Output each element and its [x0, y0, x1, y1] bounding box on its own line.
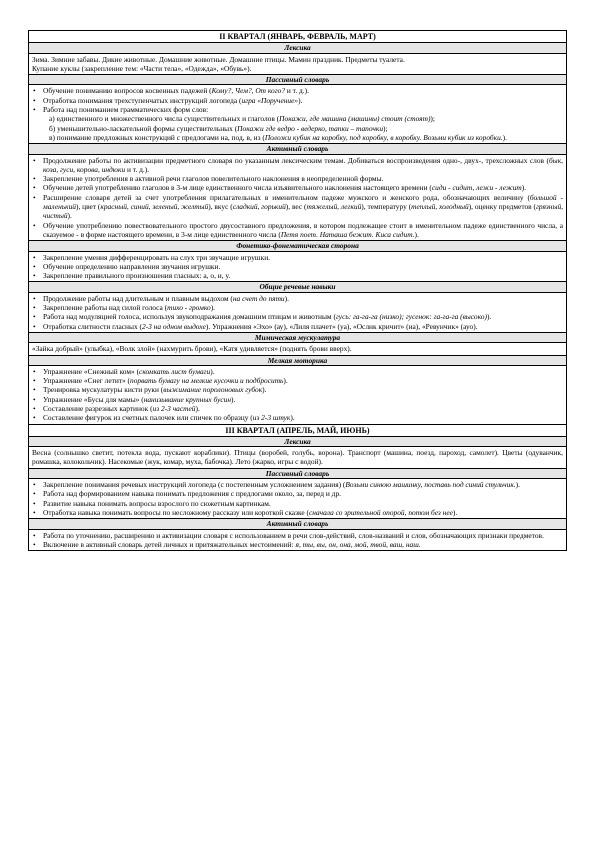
list-item: • Отработка слитности гласных (2-3 на одном выдохе). Упражнения «Эхо» (ау), «Лиля плачет» (уа), «Ослик кричит» (иа), «Ревунчик» (ауо).: [32, 322, 563, 331]
list-item: • Обучение определению направления звучания игрушки.: [32, 262, 563, 271]
q2-active-list: [29, 154, 567, 241]
quarter-2-title: II КВАРТАЛ (ЯНВАРЬ, ФЕВРАЛЬ, МАРТ): [29, 31, 567, 43]
q3-lexicon-heading: Лексика: [29, 436, 567, 446]
list-item: • Включение в активный словарь детей личных и притяжательных местоимений: я, ты, вы, он, она, мой, твой, ваш, наш.: [32, 540, 563, 549]
mimic-line: «Зайка добрый» (улыбка), «Волк злой» (нахмурить брови), «Катя удивляется» (поднять брови вверх).: [32, 344, 352, 354]
list-item: • Продолжение работы над длительным и плавным выдохом (на счет до пяти).: [32, 294, 563, 303]
q2-lexicon-line: Купание куклы (закрепление тем: «Части тела», «Одежда», «Обувь»).: [32, 63, 252, 73]
q2-phonetic-heading: Фонетико-фонематическая сторона: [29, 241, 567, 251]
list-item: • Обучение пониманию вопросов косвенных падежей (Кому?, Чем?, От кого? и т. д.).: [32, 86, 563, 95]
q2-passive-list: [29, 85, 567, 144]
sub-item: а) единственного и множественного числа существительных и глаголов (Покажи, где машина (машины) стоит (стоят));: [49, 114, 435, 124]
list-item: • Работа над пониманием грамматических форм слов:: [32, 105, 563, 114]
q2-lexicon-heading: Лексика: [29, 43, 567, 53]
list-item: • Упражнение «Снег летит» (порвать бумагу на мелкие кусочки и подбросить).: [32, 376, 563, 385]
q3-active-list: [29, 529, 567, 551]
list-item: • Работа по уточнению, расширению и активизации словаря с использованием в речи слов-действий, слов-названий и слов, обозначающих признаки предметов.: [32, 531, 563, 540]
list-item: • Обучение употреблению повествовательного простого двусоставного предложения, в котором подлежащее стоит в именительном падеже единственного числа, а сказуемое - в форме настоящего времени, в 3-м лице единственного числа (Петя поет. Наташа бежит. Киса сидит.).: [32, 221, 563, 240]
program-table: [28, 30, 567, 551]
q3-active-heading: Активный словарь: [29, 519, 567, 529]
q2-mimic-text: [29, 343, 567, 355]
list-item: • Упражнение «Снежный ком» (скомкать лист бумаги).: [32, 367, 563, 376]
list-item: • Развитие навыка понимать вопросы взрослого по сюжетным картинкам.: [32, 499, 563, 508]
list-item: • Закрепление работы над силой голоса (тихо - громко).: [32, 303, 563, 312]
q2-motor-heading: Мелкая моторика: [29, 355, 567, 365]
list-item: • Обучение детей употреблению глаголов в 3-м лице единственного числа изъявительного наклонения настоящего времени (сиди - сидит, лежи - лежит).: [32, 183, 563, 192]
q2-lexicon-line: Зима. Зимние забавы. Дикие животные. Домашние животные. Домашние птицы. Мамин праздник. Предметы туалета.: [32, 54, 405, 64]
q3-passive-heading: Пассивный словарь: [29, 468, 567, 478]
q3-lexicon-line: Весна (солнышко светит, потекла вода, пускают кораблики). Птицы (воробей, голубь, ворона). Транспорт (машина, поезд, пароход, самолет). Цветы (одуванчик, ромашка, колокольчик). Насекомые (жук, комар, муха, бабочка). Лето (жарко, игры с водой).: [32, 448, 563, 467]
q2-speech-list: [29, 292, 567, 332]
list-item: • Отработка понимания трехступенчатых инструкций логопеда (игра «Поручение»).: [32, 96, 563, 105]
list-item: • Расширение словаря детей за счет употребления прилагательных в именительном падеже мужского и женского рода, обозначающих величину (большой - маленький), цвет (красный, синий, зеленый, желтый), вкус (сладкий, горький), вес (тяжелый, легкий), температуру (теплый, холодный), оценку предметов (грязный, чистый).: [32, 193, 563, 221]
list-item: • Составление фигурок из счетных палочек или спичек по образцу (из 2-3 штук).: [32, 413, 563, 422]
sub-item: в) понимание предложных конструкций с предлогами на, под, в, из (Положи кубик на коробку, под коробку, в коробку. Возьми кубик из коробки.).: [49, 132, 507, 142]
q3-passive-list: [29, 479, 567, 519]
list-item: • Упражнение «Бусы для мамы» (нанизывание крупных бусин).: [32, 395, 563, 404]
list-item: • Закрепление правильного произношения гласных: а, о, и, у.: [32, 271, 563, 280]
quarter-3-title: III КВАРТАЛ (АПРЕЛЬ, МАЙ, ИЮНЬ): [29, 424, 567, 436]
list-item: • Закрепление употребления в активной речи глаголов повелительного наклонения в неопределенной формы.: [32, 174, 563, 183]
list-item: • Отработка навыка понимать вопросы по несложному рассказу или короткой сказке (сначала со зрительной опорой, потом без нее).: [32, 508, 563, 517]
sub-item: б) уменьшительно-ласкательной формы существительных (Покажи где ведро - ведерко, тапки – тапочки);: [49, 123, 388, 133]
q2-active-heading: Активный словарь: [29, 144, 567, 154]
q3-lexicon-text: [29, 447, 567, 469]
q2-lexicon-text: [29, 53, 567, 75]
q2-speech-heading: Общие речевые навыки: [29, 282, 567, 292]
list-item: • Тренировка мускулатуры кисти руки (выжимание поролоновых губок).: [32, 385, 563, 394]
q2-motor-list: [29, 365, 567, 424]
list-item: • Составление разрезных картинок (из 2-3 частей).: [32, 404, 563, 413]
program-page: [28, 30, 567, 551]
list-item: • Работа над формированием навыка понимать предложения с предлогами около, за, перед и др.: [32, 489, 563, 498]
list-item: • Продолжение работы по активизации предметного словаря по указанным лексическим темам. Добиваться воспроизведения одно-, двух-, трехсложных слов (бык, коза, гуси, корова, индюки и т. д.).: [32, 156, 563, 175]
q2-phonetic-list: [29, 251, 567, 282]
list-item: • Закрепление умения дифференцировать на слух три звучащие игрушки.: [32, 253, 563, 262]
list-item: • Закрепление понимания речевых инструкций логопеда (с постепенным усложнением задания) (Возьми синюю машинку, поставь под синий стульчик.).: [32, 480, 563, 489]
q2-mimic-heading: Мимическая мускулатура: [29, 332, 567, 342]
q2-passive-heading: Пассивный словарь: [29, 75, 567, 85]
list-item: • Работа над модуляцией голоса, используя звукоподражания домашним птицам и животным (гусь: га-га-га (низко); гусенок: га-га-га (высоко)).: [32, 312, 563, 321]
